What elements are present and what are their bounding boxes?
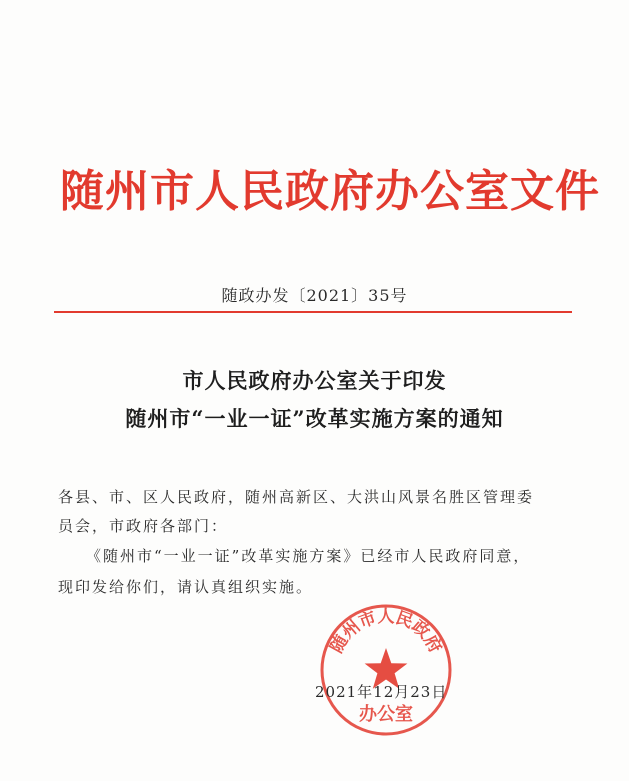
seal-top-text: 随州市人民政府: [326, 607, 446, 657]
signature-date: 2021年12月23日: [315, 683, 448, 701]
notice-title-line-2: 随州市“一业一证”改革实施方案的通知: [125, 406, 504, 431]
official-seal: [316, 600, 456, 740]
seal-bottom-text: 办公室: [359, 704, 413, 725]
document-number: 随政办发〔2021〕35号: [221, 286, 408, 305]
addressee-line-1: 各县、市、区人民政府，随州高新区、大洪山风景名胜区管理委: [58, 488, 535, 506]
addressee-line-2: 员会，市政府各部门：: [58, 517, 229, 535]
body-paragraph-line-2: 现印发给你们，请认真组织实施。: [58, 578, 314, 596]
red-divider-line: [54, 311, 572, 313]
notice-title-line-1: 市人民政府办公室关于印发: [182, 368, 447, 393]
document-header-title: 随州市人民政府办公室文件: [60, 166, 600, 217]
body-paragraph-line-1: 《随州市“一业一证”改革实施方案》已经市人民政府同意，: [86, 547, 531, 565]
